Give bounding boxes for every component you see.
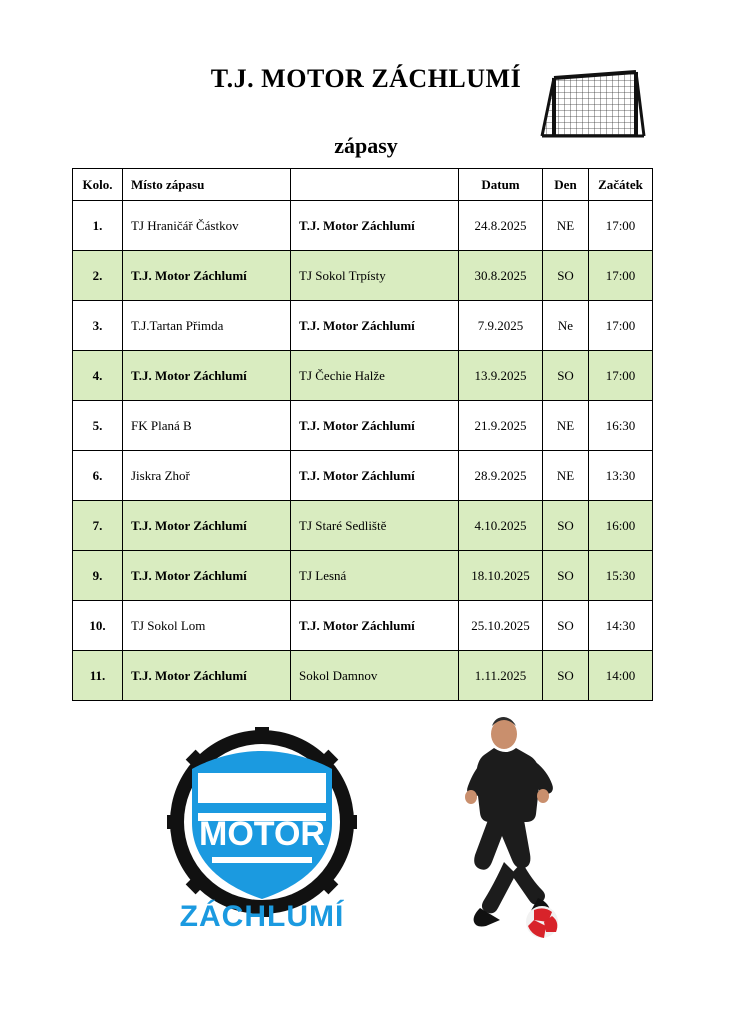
table-row (73, 551, 653, 601)
soccer-player-photo (430, 712, 590, 942)
cell-start-time: 14:30 (589, 601, 653, 651)
cell-day: SO (543, 601, 589, 651)
cell-date: 24.8.2025 (459, 201, 543, 251)
cell-home-team: T.J. Motor Záchlumí (123, 651, 291, 701)
cell-date: 13.9.2025 (459, 351, 543, 401)
cell-date: 1.11.2025 (459, 651, 543, 701)
table-row (73, 601, 653, 651)
cell-away-team: T.J. Motor Záchlumí (291, 401, 459, 451)
cell-away-team: Sokol Damnov (291, 651, 459, 701)
cell-date: 4.10.2025 (459, 501, 543, 551)
cell-kolo: 3. (73, 301, 123, 351)
cell-away-team: TJ Lesná (291, 551, 459, 601)
cell-start-time: 14:00 (589, 651, 653, 701)
document-header (0, 0, 732, 160)
table-row (73, 451, 653, 501)
cell-away-team: T.J. Motor Záchlumí (291, 301, 459, 351)
cell-kolo: 5. (73, 401, 123, 451)
column-header-den: Den (543, 169, 589, 201)
table-row (73, 251, 653, 301)
cell-day: NE (543, 401, 589, 451)
table-header-row (73, 169, 653, 201)
soccer-goal-icon (540, 62, 646, 144)
column-header-host (291, 169, 459, 201)
cell-home-team: T.J. Motor Záchlumí (123, 351, 291, 401)
page-title: T.J. MOTOR ZÁCHLUMÍ (210, 64, 522, 93)
cell-away-team: T.J. Motor Záchlumí (291, 451, 459, 501)
cell-home-team: TJ Sokol Lom (123, 601, 291, 651)
cell-day: SO (543, 651, 589, 701)
cell-away-team: TJ Čechie Halže (291, 351, 459, 401)
cell-away-team: T.J. Motor Záchlumí (291, 601, 459, 651)
cell-home-team: T.J. Motor Záchlumí (123, 551, 291, 601)
table-row (73, 501, 653, 551)
cell-date: 18.10.2025 (459, 551, 543, 601)
cell-day: SO (543, 351, 589, 401)
cell-home-team: FK Planá B (123, 401, 291, 451)
cell-day: NE (543, 201, 589, 251)
document-footer-graphics (0, 712, 732, 972)
svg-text:MOTOR: MOTOR (199, 815, 325, 853)
table-row (73, 351, 653, 401)
cell-day: SO (543, 251, 589, 301)
cell-start-time: 13:30 (589, 451, 653, 501)
column-header-misto: Místo zápasu (123, 169, 291, 201)
cell-date: 7.9.2025 (459, 301, 543, 351)
cell-start-time: 16:30 (589, 401, 653, 451)
cell-kolo: 9. (73, 551, 123, 601)
cell-away-team: TJ Sokol Trpísty (291, 251, 459, 301)
cell-date: 25.10.2025 (459, 601, 543, 651)
table-row (73, 201, 653, 251)
cell-home-team: Jiskra Zhoř (123, 451, 291, 501)
page-subtitle: zápasy (334, 133, 398, 158)
table-body (73, 201, 653, 701)
cell-date: 21.9.2025 (459, 401, 543, 451)
cell-day: SO (543, 501, 589, 551)
cell-away-team: T.J. Motor Záchlumí (291, 201, 459, 251)
cell-start-time: 17:00 (589, 201, 653, 251)
cell-kolo: 2. (73, 251, 123, 301)
cell-kolo: 7. (73, 501, 123, 551)
cell-kolo: 4. (73, 351, 123, 401)
table-row (73, 401, 653, 451)
cell-day: NE (543, 451, 589, 501)
table-header (73, 169, 653, 201)
table-row (73, 301, 653, 351)
cell-date: 30.8.2025 (459, 251, 543, 301)
cell-kolo: 6. (73, 451, 123, 501)
cell-start-time: 17:00 (589, 251, 653, 301)
cell-kolo: 10. (73, 601, 123, 651)
cell-start-time: 15:30 (589, 551, 653, 601)
matches-table (72, 168, 653, 701)
column-header-kolo: Kolo. (73, 169, 123, 201)
cell-start-time: 16:00 (589, 501, 653, 551)
cell-away-team: TJ Staré Sedliště (291, 501, 459, 551)
column-header-datum: Datum (459, 169, 543, 201)
matches-table-container (72, 168, 652, 701)
cell-day: SO (543, 551, 589, 601)
cell-home-team: T.J.Tartan Přimda (123, 301, 291, 351)
cell-home-team: TJ Hraničář Částkov (123, 201, 291, 251)
cell-day: Ne (543, 301, 589, 351)
cell-start-time: 17:00 (589, 351, 653, 401)
cell-start-time: 17:00 (589, 301, 653, 351)
cell-kolo: 11. (73, 651, 123, 701)
column-header-zacatek: Začátek (589, 169, 653, 201)
cell-home-team: T.J. Motor Záchlumí (123, 501, 291, 551)
cell-date: 28.9.2025 (459, 451, 543, 501)
logo-caption: ZÁCHLUMÍ (179, 900, 345, 933)
table-row (73, 651, 653, 701)
cell-kolo: 1. (73, 201, 123, 251)
cell-home-team: T.J. Motor Záchlumí (123, 251, 291, 301)
